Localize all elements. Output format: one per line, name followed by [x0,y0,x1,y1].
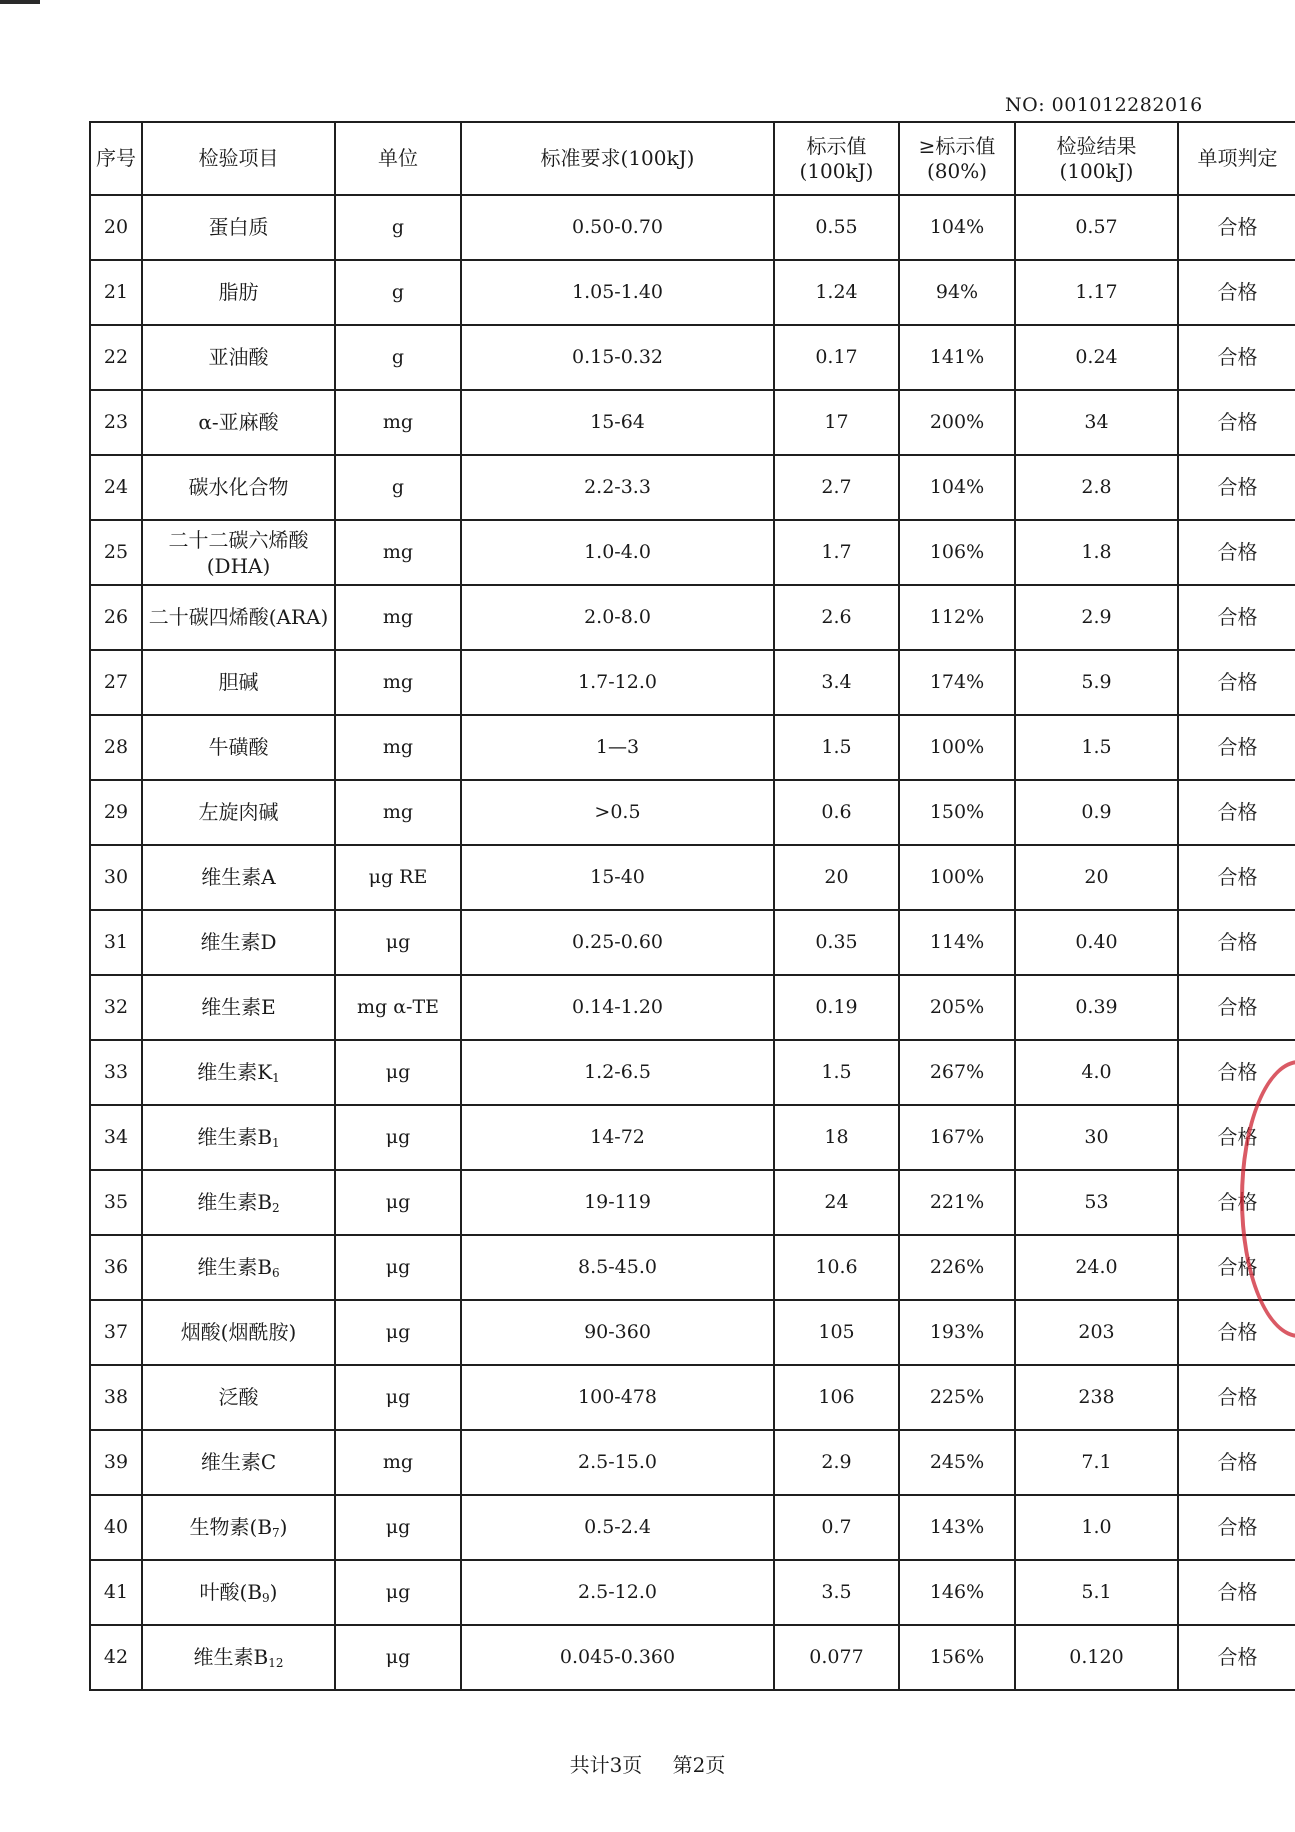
cell-item [142,1365,335,1430]
item-name: 维生素E [201,995,276,1019]
cell-item [142,1040,335,1105]
item-subscript: 12 [268,1655,284,1670]
table-row [90,1560,1295,1625]
header-unit: 单位 [335,122,461,195]
cell-result: 0.40 [1015,910,1178,975]
cell-unit: μg [335,910,461,975]
header-label-value-line1: 标示值 [806,133,867,158]
cell-verdict: 合格 [1178,1430,1295,1495]
cell-unit: mg [335,520,461,585]
cell-ratio: 200% [899,390,1015,455]
cell-unit: mg [335,390,461,455]
cell-result: 1.5 [1015,715,1178,780]
cell-standard: 1.7-12.0 [461,650,774,715]
item-name: 左旋肉碱 [198,800,279,824]
cell-item [142,1495,335,1560]
cell-standard: >0.5 [461,780,774,845]
header-standard: 标准要求(100kJ) [461,122,774,195]
cell-item [142,1625,335,1690]
header-ratio-line2: (80%) [926,158,988,183]
cell-verdict: 合格 [1178,1105,1295,1170]
cell-seq: 27 [90,650,142,715]
table-header-row [90,122,1295,195]
table-row [90,1040,1295,1105]
cell-seq: 28 [90,715,142,780]
item-subscript: 6 [272,1265,280,1280]
cell-ratio: 104% [899,455,1015,520]
table-row [90,260,1295,325]
cell-verdict: 合格 [1178,1235,1295,1300]
table-row [90,520,1295,585]
table-row [90,585,1295,650]
cell-item [142,715,335,780]
cell-unit: μg [335,1560,461,1625]
cell-standard: 1.05-1.40 [461,260,774,325]
cell-result: 24.0 [1015,1235,1178,1300]
cell-result: 1.0 [1015,1495,1178,1560]
cell-result: 5.9 [1015,650,1178,715]
cell-verdict: 合格 [1178,715,1295,780]
cell-label-value: 24 [774,1170,899,1235]
cell-verdict: 合格 [1178,975,1295,1040]
table-row [90,975,1295,1040]
cell-item [142,1235,335,1300]
item-name: 维生素B [193,1644,269,1669]
cell-ratio: 167% [899,1105,1015,1170]
item-name: 叶酸(B [199,1579,263,1604]
scan-artifact [0,0,40,4]
cell-result: 53 [1015,1170,1178,1235]
header-result-line1: 检验结果 [1056,133,1137,158]
table-row [90,195,1295,260]
cell-item [142,1560,335,1625]
cell-seq: 23 [90,390,142,455]
cell-standard: 2.2-3.3 [461,455,774,520]
cell-ratio: 226% [899,1235,1015,1300]
cell-label-value: 105 [774,1300,899,1365]
cell-label-value: 2.6 [774,585,899,650]
header-result-line2: (100kJ) [1059,158,1134,183]
cell-ratio: 150% [899,780,1015,845]
cell-result: 4.0 [1015,1040,1178,1105]
cell-seq: 40 [90,1495,142,1560]
cell-ratio: 106% [899,520,1015,585]
cell-label-value: 0.19 [774,975,899,1040]
cell-unit: μg [335,1105,461,1170]
cell-unit: g [335,195,461,260]
cell-unit: g [335,455,461,520]
header-label-value-line2: (100kJ) [799,158,874,183]
cell-verdict: 合格 [1178,455,1295,520]
cell-standard: 2.5-12.0 [461,1560,774,1625]
cell-result: 2.9 [1015,585,1178,650]
cell-label-value: 1.5 [774,715,899,780]
cell-unit: mg [335,715,461,780]
cell-label-value: 0.55 [774,195,899,260]
cell-verdict: 合格 [1178,780,1295,845]
item-name: 碳水化合物 [188,475,289,499]
cell-ratio: 112% [899,585,1015,650]
header-ratio-line1: ≥标示值 [918,133,996,158]
cell-label-value: 2.9 [774,1430,899,1495]
cell-seq: 33 [90,1040,142,1105]
cell-label-value: 3.4 [774,650,899,715]
cell-item [142,585,335,650]
cell-verdict: 合格 [1178,1300,1295,1365]
item-name: 维生素B [197,1254,273,1279]
cell-verdict: 合格 [1178,195,1295,260]
cell-unit: μg [335,1235,461,1300]
item-name: 维生素C [200,1450,277,1474]
cell-label-value: 0.7 [774,1495,899,1560]
cell-seq: 34 [90,1105,142,1170]
item-name: 维生素K [197,1059,273,1084]
cell-result: 0.9 [1015,780,1178,845]
item-name: 牛磺酸 [208,735,269,759]
cell-label-value: 0.077 [774,1625,899,1690]
cell-unit: mg [335,1430,461,1495]
cell-result: 30 [1015,1105,1178,1170]
header-label-value [774,122,899,195]
cell-ratio: 193% [899,1300,1015,1365]
cell-seq: 35 [90,1170,142,1235]
cell-unit: μg [335,1365,461,1430]
cell-seq: 30 [90,845,142,910]
cell-unit: μg [335,1170,461,1235]
cell-label-value: 18 [774,1105,899,1170]
item-name: 维生素D [200,930,277,954]
cell-standard: 19-119 [461,1170,774,1235]
cell-verdict: 合格 [1178,845,1295,910]
item-subscript: 1 [272,1135,280,1150]
cell-unit: mg [335,585,461,650]
cell-ratio: 225% [899,1365,1015,1430]
item-name: 烟酸(烟酰胺) [180,1320,297,1344]
report-number: NO: 001012282016 [1005,94,1203,116]
cell-unit: μg RE [335,845,461,910]
item-subscript: 7 [272,1525,280,1540]
cell-unit: μg [335,1300,461,1365]
cell-verdict: 合格 [1178,1625,1295,1690]
cell-item [142,780,335,845]
cell-standard: 100-478 [461,1365,774,1430]
cell-unit: mg [335,780,461,845]
cell-ratio: 143% [899,1495,1015,1560]
cell-verdict: 合格 [1178,910,1295,975]
cell-verdict: 合格 [1178,1560,1295,1625]
cell-result: 0.24 [1015,325,1178,390]
table-row [90,1495,1295,1560]
cell-seq: 22 [90,325,142,390]
cell-item [142,260,335,325]
cell-result: 7.1 [1015,1430,1178,1495]
cell-item [142,1105,335,1170]
cell-seq: 25 [90,520,142,585]
table-row [90,1430,1295,1495]
cell-result: 203 [1015,1300,1178,1365]
cell-verdict: 合格 [1178,390,1295,455]
table-row [90,1365,1295,1430]
cell-unit: μg [335,1625,461,1690]
cell-label-value: 0.6 [774,780,899,845]
cell-standard: 15-64 [461,390,774,455]
cell-result: 1.17 [1015,260,1178,325]
cell-standard: 1—3 [461,715,774,780]
cell-label-value: 3.5 [774,1560,899,1625]
table-row [90,715,1295,780]
cell-seq: 37 [90,1300,142,1365]
cell-standard: 1.2-6.5 [461,1040,774,1105]
item-name: 胆碱 [218,670,259,694]
cell-ratio: 156% [899,1625,1015,1690]
item-subscript: 9 [262,1590,270,1605]
cell-item [142,845,335,910]
cell-standard: 0.50-0.70 [461,195,774,260]
item-subscript: 2 [272,1200,280,1215]
cell-standard: 14-72 [461,1105,774,1170]
page-footer [0,1749,1295,1778]
cell-standard: 2.5-15.0 [461,1430,774,1495]
cell-label-value: 17 [774,390,899,455]
cell-result: 2.8 [1015,455,1178,520]
header-result [1015,122,1178,195]
table-row [90,1235,1295,1300]
cell-verdict: 合格 [1178,325,1295,390]
cell-ratio: 94% [899,260,1015,325]
cell-standard: 0.14-1.20 [461,975,774,1040]
cell-ratio: 100% [899,845,1015,910]
cell-unit: mg α-TE [335,975,461,1040]
cell-unit: μg [335,1040,461,1105]
item-tail: ) [269,1579,278,1604]
cell-item [142,1170,335,1235]
cell-seq: 20 [90,195,142,260]
cell-ratio: 100% [899,715,1015,780]
table-row [90,390,1295,455]
header-item: 检验项目 [142,122,335,195]
item-name: 二十二碳六烯酸 [168,527,309,552]
cell-item [142,325,335,390]
cell-unit: g [335,260,461,325]
header-verdict: 单项判定 [1178,122,1295,195]
cell-label-value: 2.7 [774,455,899,520]
cell-ratio: 146% [899,1560,1015,1625]
cell-result: 0.57 [1015,195,1178,260]
cell-result: 0.39 [1015,975,1178,1040]
cell-result: 0.120 [1015,1625,1178,1690]
cell-standard: 0.5-2.4 [461,1495,774,1560]
cell-label-value: 1.5 [774,1040,899,1105]
cell-standard: 0.25-0.60 [461,910,774,975]
item-name: 蛋白质 [208,215,269,239]
cell-item [142,1430,335,1495]
inspection-result-table [89,121,1295,1691]
item-name: 维生素B [197,1124,273,1149]
item-name: 生物素(B [189,1514,273,1539]
table-row [90,780,1295,845]
table-row [90,910,1295,975]
table-row [90,650,1295,715]
current-page: 第2页 [672,1753,726,1777]
cell-seq: 38 [90,1365,142,1430]
table-row [90,1625,1295,1690]
cell-standard: 8.5-45.0 [461,1235,774,1300]
cell-ratio: 205% [899,975,1015,1040]
cell-item [142,520,335,585]
cell-standard: 1.0-4.0 [461,520,774,585]
cell-standard: 2.0-8.0 [461,585,774,650]
cell-ratio: 245% [899,1430,1015,1495]
table-row [90,845,1295,910]
cell-ratio: 267% [899,1040,1015,1105]
cell-seq: 26 [90,585,142,650]
cell-seq: 39 [90,1430,142,1495]
cell-seq: 36 [90,1235,142,1300]
cell-ratio: 221% [899,1170,1015,1235]
table-row [90,1170,1295,1235]
cell-label-value: 1.24 [774,260,899,325]
cell-verdict: 合格 [1178,1170,1295,1235]
cell-standard: 0.045-0.360 [461,1625,774,1690]
cell-ratio: 174% [899,650,1015,715]
cell-unit: μg [335,1495,461,1560]
cell-label-value: 0.35 [774,910,899,975]
cell-result: 5.1 [1015,1560,1178,1625]
item-name: 亚油酸 [208,345,269,369]
cell-result: 20 [1015,845,1178,910]
item-name-line2: (DHA) [206,553,271,578]
item-name: 泛酸 [218,1385,259,1409]
total-pages: 共计3页 [569,1753,643,1777]
cell-seq: 42 [90,1625,142,1690]
cell-label-value: 20 [774,845,899,910]
cell-seq: 21 [90,260,142,325]
cell-label-value: 10.6 [774,1235,899,1300]
cell-seq: 32 [90,975,142,1040]
item-name: 二十碳四烯酸(ARA) [148,605,329,629]
cell-ratio: 114% [899,910,1015,975]
table-row [90,325,1295,390]
cell-verdict: 合格 [1178,1495,1295,1560]
cell-label-value: 1.7 [774,520,899,585]
table-row [90,1105,1295,1170]
cell-verdict: 合格 [1178,520,1295,585]
cell-result: 238 [1015,1365,1178,1430]
cell-standard: 90-360 [461,1300,774,1365]
cell-item [142,390,335,455]
cell-item [142,455,335,520]
table-row [90,455,1295,520]
cell-item [142,910,335,975]
cell-seq: 31 [90,910,142,975]
cell-label-value: 106 [774,1365,899,1430]
cell-unit: g [335,325,461,390]
cell-verdict: 合格 [1178,650,1295,715]
header-seq: 序号 [90,122,142,195]
cell-standard: 0.15-0.32 [461,325,774,390]
cell-unit: mg [335,650,461,715]
cell-result: 34 [1015,390,1178,455]
cell-result: 1.8 [1015,520,1178,585]
cell-seq: 24 [90,455,142,520]
table-body [90,195,1295,1690]
table-row [90,1300,1295,1365]
cell-seq: 41 [90,1560,142,1625]
header-ratio [899,122,1015,195]
cell-item [142,1300,335,1365]
item-name: 脂肪 [218,280,259,304]
cell-label-value: 0.17 [774,325,899,390]
cell-ratio: 141% [899,325,1015,390]
cell-verdict: 合格 [1178,260,1295,325]
item-subscript: 1 [272,1070,280,1085]
item-tail: ) [279,1514,288,1539]
item-name: 维生素B [197,1189,273,1214]
cell-verdict: 合格 [1178,1365,1295,1430]
cell-verdict: 合格 [1178,585,1295,650]
cell-item [142,975,335,1040]
cell-verdict: 合格 [1178,1040,1295,1105]
cell-ratio: 104% [899,195,1015,260]
item-name: 维生素A [201,865,276,889]
cell-standard: 15-40 [461,845,774,910]
item-name: α-亚麻酸 [198,410,279,434]
cell-item [142,650,335,715]
cell-item [142,195,335,260]
cell-seq: 29 [90,780,142,845]
